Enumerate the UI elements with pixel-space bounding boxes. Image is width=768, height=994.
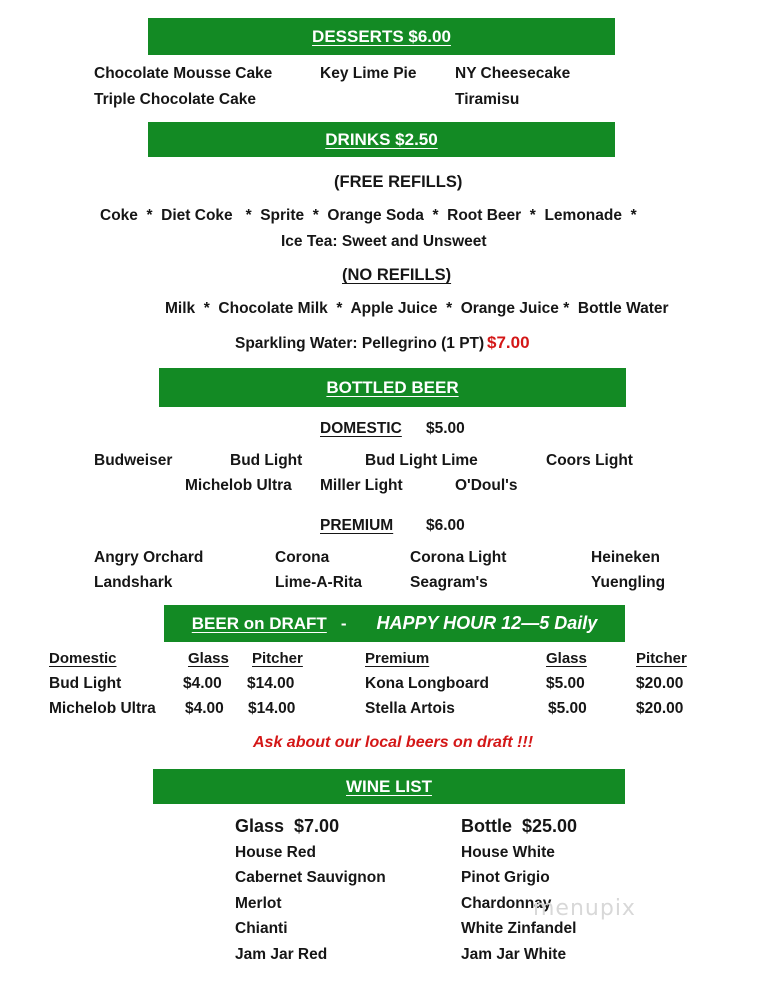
wine-list-header-label: WINE LIST <box>346 776 432 796</box>
ice-tea-line: Ice Tea: Sweet and Unsweet <box>281 233 487 250</box>
draft-premium-name: Kona Longboard <box>365 675 489 692</box>
premium-beer-item: Angry Orchard <box>94 549 204 566</box>
wine-glass-item: Merlot <box>235 895 282 912</box>
domestic-beer-item: Budweiser <box>94 452 173 469</box>
dessert-item: Tiramisu <box>455 91 520 108</box>
domestic-beer-item: Michelob Ultra <box>185 477 292 494</box>
free-refills-label: (FREE REFILLS) <box>334 173 463 191</box>
wine-bottle-item: Pinot Grigio <box>461 869 550 886</box>
sparkling-water-price: $7.00 <box>487 333 530 352</box>
menupix-watermark: menupix <box>533 896 636 921</box>
domestic-beer-item: Bud Light <box>230 452 303 469</box>
draft-domestic-name: Michelob Ultra <box>49 700 156 717</box>
premium-label: PREMIUM <box>320 517 394 534</box>
draft-premium-pitcher-col-header: Pitcher <box>636 650 687 667</box>
draft-premium-glass: $5.00 <box>546 675 585 692</box>
draft-header-label: BEER on DRAFT <box>191 613 327 633</box>
draft-pitcher-col-header: Pitcher <box>252 650 303 667</box>
dessert-item: Key Lime Pie <box>320 65 417 82</box>
premium-beer-item: Corona Light <box>410 549 507 566</box>
premium-beer-item: Heineken <box>591 549 660 566</box>
premium-beer-item: Corona <box>275 549 330 566</box>
no-refills-label: (NO REFILLS) <box>342 266 452 284</box>
wine-glass-item: Jam Jar Red <box>235 946 328 963</box>
domestic-beer-item: Miller Light <box>320 477 403 494</box>
dessert-item: NY Cheesecake <box>455 65 571 82</box>
domestic-beer-item: Coors Light <box>546 452 633 469</box>
domestic-label: DOMESTIC <box>320 420 402 437</box>
draft-premium-col-header: Premium <box>365 650 430 667</box>
domestic-beer-item: O'Doul's <box>455 477 518 494</box>
draft-premium-pitcher: $20.00 <box>636 700 684 717</box>
draft-header <box>164 605 625 642</box>
draft-domestic-pitcher: $14.00 <box>247 675 295 692</box>
free-refill-drinks: Coke * Diet Coke * Sprite * Orange Soda * Root Beer * Lemonade * <box>100 207 637 224</box>
premium-beer-item: Landshark <box>94 574 173 591</box>
local-beers-note: Ask about our local beers on draft !!! <box>253 734 534 751</box>
happy-hour-label: HAPPY HOUR 12—5 Daily <box>376 613 598 633</box>
no-refill-drinks: Milk * Chocolate Milk * Apple Juice * Orange Juice * Bottle Water <box>165 300 669 317</box>
wine-glass-item: House Red <box>235 844 316 861</box>
wine-bottle-item: Jam Jar White <box>461 946 567 963</box>
premium-price: $6.00 <box>426 517 465 534</box>
draft-domestic-name: Bud Light <box>49 675 122 692</box>
desserts-header-label: DESSERTS $6.00 <box>312 26 451 46</box>
draft-premium-glass-col-header: Glass <box>546 650 587 667</box>
bottled-beer-header-label: BOTTLED BEER <box>326 377 459 397</box>
domestic-beer-item: Bud Light Lime <box>365 452 478 469</box>
wine-bottle-item: White Zinfandel <box>461 920 577 937</box>
domestic-price: $5.00 <box>426 420 465 437</box>
wine-glass-item: Chianti <box>235 920 288 937</box>
premium-beer-item: Yuengling <box>591 574 666 591</box>
wine-bottle-header: Bottle $25.00 <box>461 816 578 836</box>
dessert-item: Chocolate Mousse Cake <box>94 65 273 82</box>
draft-domestic-glass: $4.00 <box>185 700 224 717</box>
draft-premium-name: Stella Artois <box>365 700 455 717</box>
drinks-header-label: DRINKS $2.50 <box>325 129 438 149</box>
wine-glass-header: Glass $7.00 <box>235 816 340 836</box>
drinks-header <box>148 122 615 157</box>
draft-domestic-glass: $4.00 <box>183 675 222 692</box>
wine-bottle-item: House White <box>461 844 555 861</box>
draft-domestic-col-header: Domestic <box>49 650 117 667</box>
desserts-header <box>148 18 615 55</box>
sparkling-water-label: Sparkling Water: Pellegrino (1 PT) <box>235 335 485 352</box>
draft-glass-col-header: Glass <box>188 650 229 667</box>
draft-premium-glass: $5.00 <box>548 700 587 717</box>
bottled-beer-header <box>159 368 626 407</box>
draft-domestic-pitcher: $14.00 <box>248 700 296 717</box>
dessert-item: Triple Chocolate Cake <box>94 91 256 108</box>
draft-premium-pitcher: $20.00 <box>636 675 684 692</box>
wine-bottle-item: Chardonnay <box>461 895 552 912</box>
premium-beer-item: Seagram's <box>410 574 488 591</box>
draft-header-separator: - <box>340 613 347 633</box>
wine-list-header <box>153 769 625 804</box>
wine-glass-item: Cabernet Sauvignon <box>235 869 386 886</box>
premium-beer-item: Lime-A-Rita <box>275 574 362 591</box>
